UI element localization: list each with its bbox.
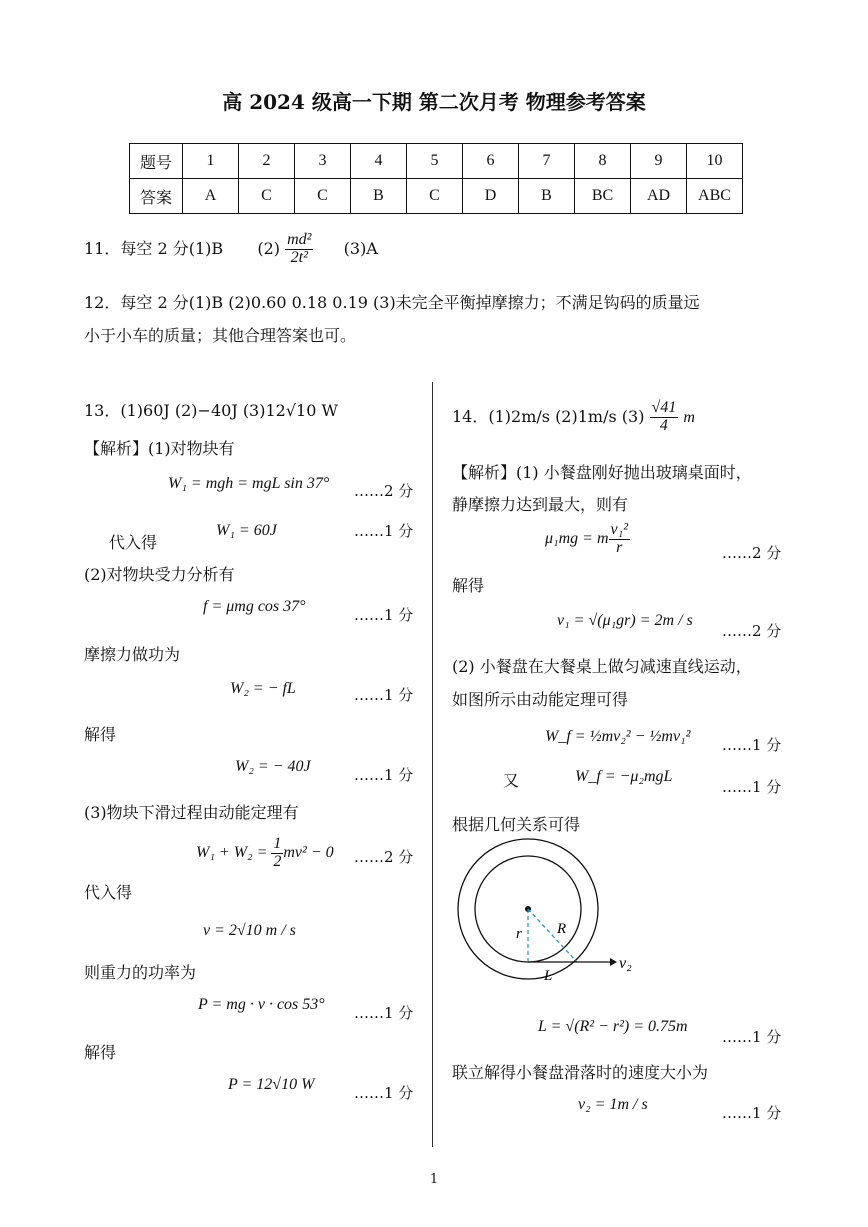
table-cell: 8 [575,144,631,179]
q13-pts5: ……1 分 [354,766,414,784]
q14-eq1-frac [609,522,630,557]
q13-solve1: 解得 [84,725,117,744]
table-row-numbers [130,144,743,179]
q13-eq9: P = 12√10 W [228,1076,315,1093]
page-number: 1 [429,1172,439,1187]
table-cell: A [183,179,239,214]
table-cell: 5 [407,144,463,179]
q14-eq2: v₁ = √(μ₁gr) = 2m / s [557,612,693,629]
q13-eq5: W₂ = − 40J [235,758,311,775]
q14-eq4: W_f = −μ₂mgL [575,768,673,785]
table-cell: 9 [631,144,687,179]
answer-table [129,143,743,214]
table-cell: D [463,179,519,214]
label-L: L [544,968,553,984]
q13-step3: (3)物块下滑过程由动能定理有 [84,803,299,822]
label-r: r [516,926,522,942]
q14-part2-line1: (2) 小餐盘在大餐桌上做匀减速直线运动， [452,657,752,676]
q14-combine: 联立解得小餐盘滑落时的速度大小为 [452,1063,709,1082]
table-diagram [455,838,645,988]
q13-sub2-label: 代入得 [84,883,133,902]
q14-pts5: ……1 分 [722,1028,782,1046]
table-head-number: 题号 [130,144,183,179]
q14-eq1 [545,522,630,557]
table-cell: 1 [183,144,239,179]
q13-eq8: P = mg · v · cos 53° [198,996,325,1013]
table-cell: 3 [295,144,351,179]
q13-eq1: W₁ = mgh = mgL sin 37° [168,475,330,492]
q13-eq7: v = 2√10 m / s [203,922,296,939]
q14-geom: 根据几何关系可得 [452,815,581,834]
q13-analysis: 【解析】(1)对物块有 [84,439,235,458]
q13-eq4: W₂ = − fL [230,680,296,697]
table-cell: 4 [351,144,407,179]
q14-pts2: ……2 分 [722,622,782,640]
table-cell: C [407,179,463,214]
table-cell: 7 [519,144,575,179]
q14-also: 又 [503,771,520,790]
table-cell: 6 [463,144,519,179]
q13-eq6-num: 1 [273,835,282,852]
q12-line2: 小于小车的质量；其他合理答案也可。 [84,326,357,345]
table-cell: 2 [239,144,295,179]
column-divider [432,382,433,1147]
q13-solve2: 解得 [84,1043,117,1062]
q11-frac-num: md² [287,231,312,248]
q13-sub1-label: 代入得 [109,533,158,552]
page-title: 高 2024 级高一下期 第二次月考 物理参考答案 [222,90,646,114]
q13-eq2: W₁ = 60J [216,522,277,539]
table-cell: B [519,179,575,214]
arrow-head-icon [610,958,617,966]
q13-eq6 [196,836,334,871]
q14-eq3: W_f = ½mv₂² − ½mv₁² [545,728,691,745]
q11-answer [84,232,378,267]
table-cell: ABC [687,179,743,214]
q13-work-label: 摩擦力做功为 [84,645,181,664]
q13-power-label: 则重力的功率为 [84,963,197,982]
q14-pts1: ……2 分 [722,544,782,562]
q14-head-den: 4 [659,416,668,434]
q13-eq6-right: mv² − 0 [283,843,334,861]
q13-pts6: ……2 分 [354,848,414,866]
q13-eq6-frac [271,836,283,871]
q13-pts8: ……1 分 [354,1004,414,1022]
q14-pts3: ……1 分 [722,736,782,754]
label-R: R [557,921,567,937]
q12-line1: 12．每空 2 分(1)B (2)0.60 0.18 0.19 (3)未完全平衡掉摩擦力；不满足钩码的质量远 [84,293,700,312]
table-cell: C [295,179,351,214]
q14-head-frac [650,400,679,435]
q13-pts4: ……1 分 [354,686,414,704]
table-cell: BC [575,179,631,214]
q14-pts6: ……1 分 [722,1104,782,1122]
q13-eq6-den: 2 [273,852,282,870]
q11-fraction [285,232,313,267]
table-cell: C [239,179,295,214]
radius-R-line [528,909,577,962]
q13-pts1: ……2 分 [354,482,414,500]
q11-frac-den: 2t² [290,248,308,266]
table-cell: AD [631,179,687,214]
q13-eq3: f = μmg cos 37° [203,598,306,615]
q14-head-prefix: 14．(1)2m/s (2)1m/s (3) [452,406,645,426]
q14-solve1: 解得 [452,576,485,595]
q13-head: 13．(1)60J (2)−40J (3)12√10 W [84,401,338,420]
q14-eq5: L = √(R² − r²) = 0.75m [538,1018,688,1035]
table-head-answer: 答案 [130,179,183,214]
q14-eq1-den: r [616,538,623,556]
q14-head-num: √41 [651,399,677,416]
q11-part2-label: (2) [257,238,280,258]
label-v2: v₂ [619,955,632,972]
q14-part2-line2: 如图所示由动能定理可得 [452,690,629,709]
q13-step2: (2)对物块受力分析有 [84,565,235,584]
q14-analysis1: 【解析】(1) 小餐盘刚好抛出玻璃桌面时， [452,463,752,482]
q13-eq6-left: W₁ + W₂ = [196,843,272,861]
q14-eq1-left: μ₁mg = m [545,529,609,547]
q14-eq6: v₂ = 1m / s [578,1096,648,1113]
q13-pts3: ……1 分 [354,606,414,624]
q14-head-unit: m [683,408,695,426]
q11-part3: (3)A [343,238,378,258]
q14-analysis2: 静摩擦力达到最大，则有 [452,495,629,514]
table-cell: B [351,179,407,214]
q11-prefix: 11．每空 2 分(1)B [84,238,224,258]
q14-eq1-num: v₁² [610,521,628,538]
q14-head [452,400,695,435]
table-row-answers [130,179,743,214]
q13-pts9: ……1 分 [354,1084,414,1102]
q14-pts4: ……1 分 [722,778,782,796]
table-cell: 10 [687,144,743,179]
q13-pts2: ……1 分 [354,522,414,540]
